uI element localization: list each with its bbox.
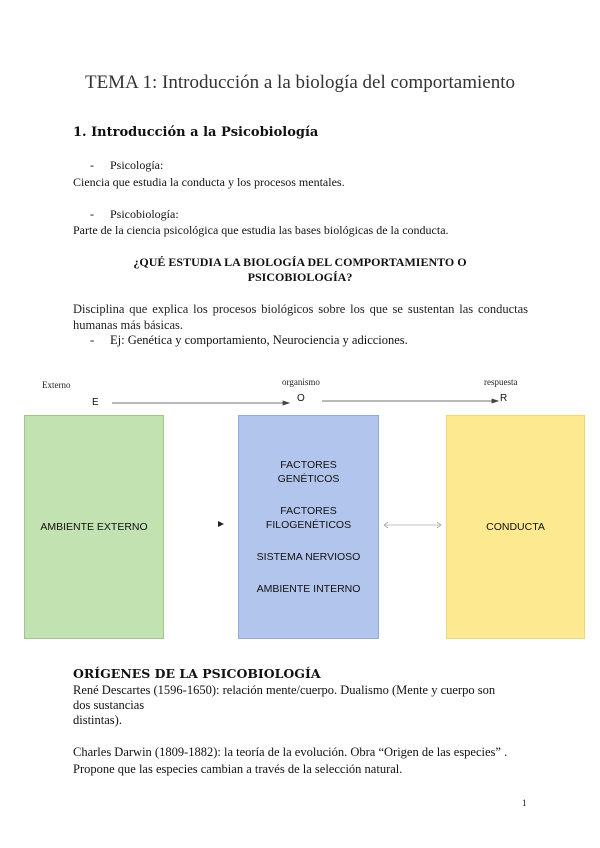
arrow-e-to-o: [112, 401, 289, 405]
label-respuesta: respuesta: [484, 377, 518, 387]
descartes-text: distintas).: [73, 713, 122, 727]
example-text: Ej: Genética y comportamiento, Neurociencia y adicciones.: [110, 333, 408, 347]
descartes-text: dos sustancias: [73, 698, 145, 712]
page-number: 1: [522, 798, 527, 808]
section-heading: 1. Introducción a la Psicobiología: [73, 125, 319, 140]
description-paragraph: Disciplina que explica los procesos biológicos sobre los que se sustentan las conductas humanas más básicas.: [73, 302, 528, 332]
letter-e: E: [92, 397, 99, 408]
arrow-ambiente-to-factores: [218, 521, 224, 527]
term-label: Psicobiología:: [110, 207, 179, 221]
dash-bullet: -: [90, 207, 94, 221]
darwin-text: Propone que las especies cambian a través de la selección natural.: [73, 762, 403, 776]
origins-heading: ORÍGENES DE LA PSICOBIOLOGÍA: [73, 666, 321, 681]
page-title: TEMA 1: Introducción a la biología del comportamiento: [84, 72, 516, 93]
box-organismo-factores: [238, 415, 379, 639]
definition-text: Ciencia que estudia la conducta y los procesos mentales.: [73, 175, 345, 189]
definition-text: Parte de la ciencia psicológica que estudia las bases biológicas de la conducta.: [73, 223, 449, 237]
double-arrow-factores-conducta: [384, 522, 441, 528]
factor-item: FACTORES FILOGENÉTICOS: [265, 505, 352, 531]
factor-item: AMBIENTE INTERNO: [256, 583, 361, 595]
box-ambiente-externo: [24, 415, 164, 639]
dash-bullet: -: [90, 158, 94, 172]
term-label: Psicología:: [110, 158, 164, 172]
letter-o: O: [297, 393, 305, 404]
box-label: CONDUCTA: [486, 521, 545, 533]
label-externo: Externo: [42, 380, 71, 390]
dash-bullet: -: [90, 333, 95, 347]
darwin-text: Charles Darwin (1809-1882): la teoría de la evolución. Obra “Origen de las especies” .: [73, 745, 508, 759]
box-label: AMBIENTE EXTERNO: [40, 521, 148, 533]
box-conducta: [446, 415, 585, 639]
descartes-text: René Descartes (1596-1650): relación mente/cuerpo. Dualismo (Mente y cuerpo son: [73, 683, 496, 697]
factor-item: SISTEMA NERVIOSO: [256, 551, 361, 563]
question-line: ¿QUÉ ESTUDIA LA BIOLOGÍA DEL COMPORTAMIENTO O: [133, 255, 467, 269]
question-line: PSICOBIOLOGÍA?: [247, 270, 353, 284]
letter-r: R: [500, 393, 508, 404]
label-organismo: organismo: [282, 377, 320, 387]
arrow-o-to-r: [322, 399, 498, 403]
factor-item: FACTORES GENÉTICOS: [277, 459, 340, 485]
